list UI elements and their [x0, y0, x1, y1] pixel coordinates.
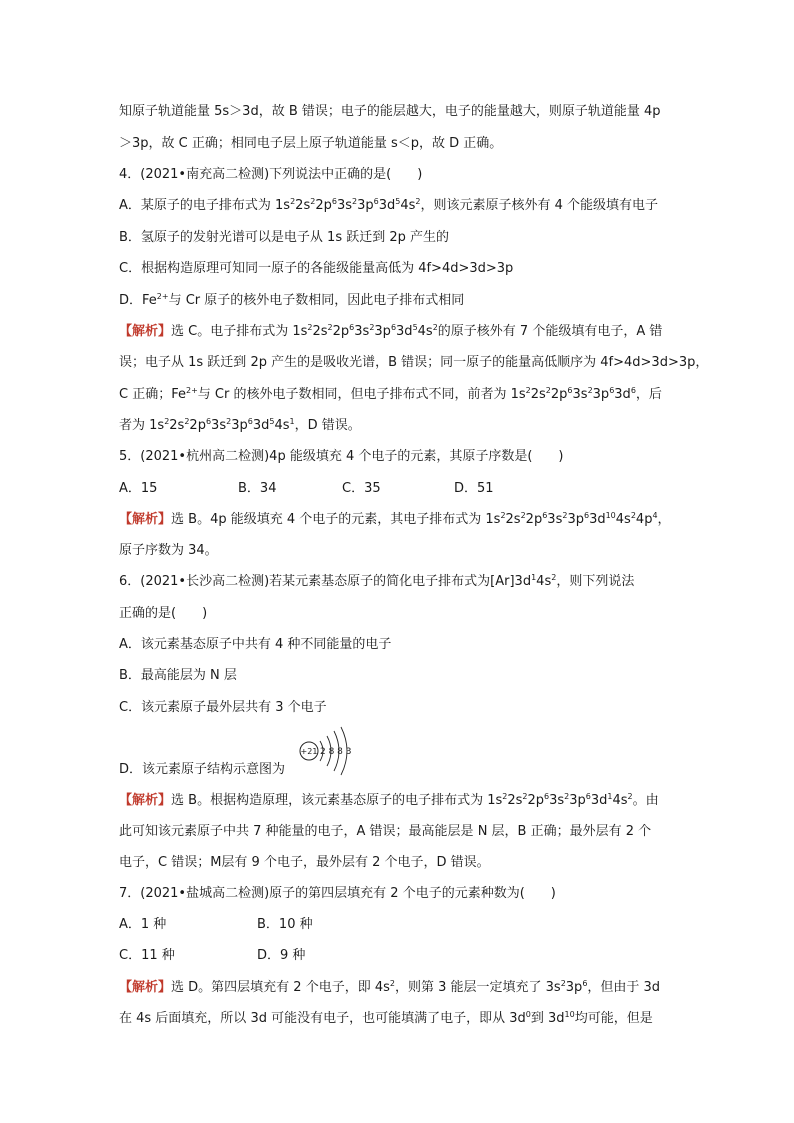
question-6: 正确的是( )	[119, 606, 208, 621]
answer-4-line: 误；电子从 1s 跃迁到 2p 产生的是吸收光谱，B 错误；同一原子的能量高低顺序为 4f>4d>3d>3p，	[119, 355, 709, 370]
shell-electrons: 2 8 8 3	[320, 747, 352, 757]
question-5: 5．(2021•杭州高二检测)4p 能级填充 4 个电子的元素，其原子序数是( )	[119, 449, 564, 464]
answer-6-line: 此可知该元素原子中共 7 种能量的电子，A 错误；最高能层是 N 层，B 正确；最外层有 2 个	[119, 824, 652, 839]
analysis-tag: 【解析】	[119, 324, 172, 339]
answer-5-line: 原子序数为 34。	[119, 543, 218, 558]
question-4-option-b: B．氢原子的发射光谱可以是电子从 1s 跃迁到 2p 产生的	[119, 230, 450, 245]
answer-6-line: 【解析】选 B。根据构造原理，该元素基态原子的电子排布式为 $1s^22s^22p^63s^23p^63d^14s^2$。由	[119, 792, 659, 808]
question-6-option-a: A．该元素基态原子中共有 4 种不同能量的电子	[119, 637, 392, 652]
question-6-option-b: B．最高能层为 N 层	[119, 668, 237, 683]
option-d: D．51	[454, 481, 494, 496]
option-a: A．15	[119, 481, 158, 496]
question-7-options	[119, 946, 379, 966]
question-4: 4．(2021•南充高二检测)下列说法中正确的是( )	[119, 167, 423, 182]
answer-4-line: 【解析】选 C。电子排布式为 $1s^22s^22p^63s^23p^63d^54s^2$的原子核外有 7 个能级填有电子，A 错	[119, 323, 663, 339]
question-4-option-c: C．根据构造原理可知同一原子的各能级能量高低为 4f>4d>3d>3p	[119, 261, 514, 276]
answer-4-line: 者为 $1s^22s^22p^63s^23p^63d^54s^1$，D 错误。	[119, 417, 361, 433]
option-a: A．1 种	[119, 917, 167, 932]
analysis-tag: 【解析】	[119, 980, 172, 995]
analysis-tag: 【解析】	[119, 512, 172, 527]
answer-5-line: 【解析】选 B。4p 能级填充 4 个电子的元素，其电子排布式为 $1s^22s^22p^63s^23p^63d^{10}4s^24p^4$，	[119, 511, 671, 527]
answer-4-line: C 正确；$Fe^{2+}$与 Cr 的核外电子数相同，但电子排布式不同，前者为 $1s^22s^22p^63s^23p^63d^6$，后	[119, 386, 662, 402]
atomic-structure-diagram	[298, 724, 368, 776]
question-6-option-d: D．该元素原子结构示意图为	[119, 762, 286, 777]
question-4-option-a: A．某原子的电子排布式为 $1s^22s^22p^63s^23p^63d^54s^2$，则该元素原子核外有 4 个能级填有电子	[119, 197, 659, 213]
question-4-option-d: D．$Fe^{2+}$与 Cr 原子的核外电子数相同，因此电子排布式相同	[119, 292, 465, 308]
question-6-option-c: C．该元素原子最外层共有 3 个电子	[119, 700, 327, 715]
question-5-options	[119, 479, 519, 499]
option-c: C．11 种	[119, 948, 175, 963]
text-line: 知原子轨道能量 5s＞3d，故 B 错误；电子的能层越大，电子的能量越大，则原子轨道能量 4p	[119, 104, 661, 119]
question-7-options	[119, 915, 379, 935]
answer-7-line: 【解析】选 D。第四层填充有 2 个电子，即 $4s^2$，则第 3 能层一定填充了 $3s^23p^6$，但由于 3d	[119, 979, 661, 995]
answer-6-line: 电子，C 错误；M层有 9 个电子，最外层有 2 个电子，D 错误。	[119, 855, 490, 870]
option-b: B．10 种	[257, 917, 313, 932]
option-c: C．35	[342, 481, 381, 496]
option-d: D．9 种	[257, 948, 306, 963]
question-7: 7．(2021•盐城高二检测)原子的第四层填充有 2 个电子的元素种数为( )	[119, 886, 556, 901]
nucleus-charge: +21	[300, 747, 318, 756]
analysis-tag: 【解析】	[119, 793, 172, 808]
answer-7-line: 在 4s 后面填充，所以 3d 可能没有电子，也可能填满了电子，即从 $3d^0$到 $3d^{10}$均可能，但是	[119, 1010, 653, 1026]
question-6: 6．(2021•长沙高二检测)若某元素基态原子的简化电子排布式为$[Ar]3d^14s^2$，则下列说法	[119, 573, 635, 589]
option-b: B．34	[238, 481, 277, 496]
text-line: ＞3p，故 C 正确；相同电子层上原子轨道能量 s＜p，故 D 正确。	[119, 136, 503, 151]
atom-diagram-svg	[298, 724, 368, 776]
